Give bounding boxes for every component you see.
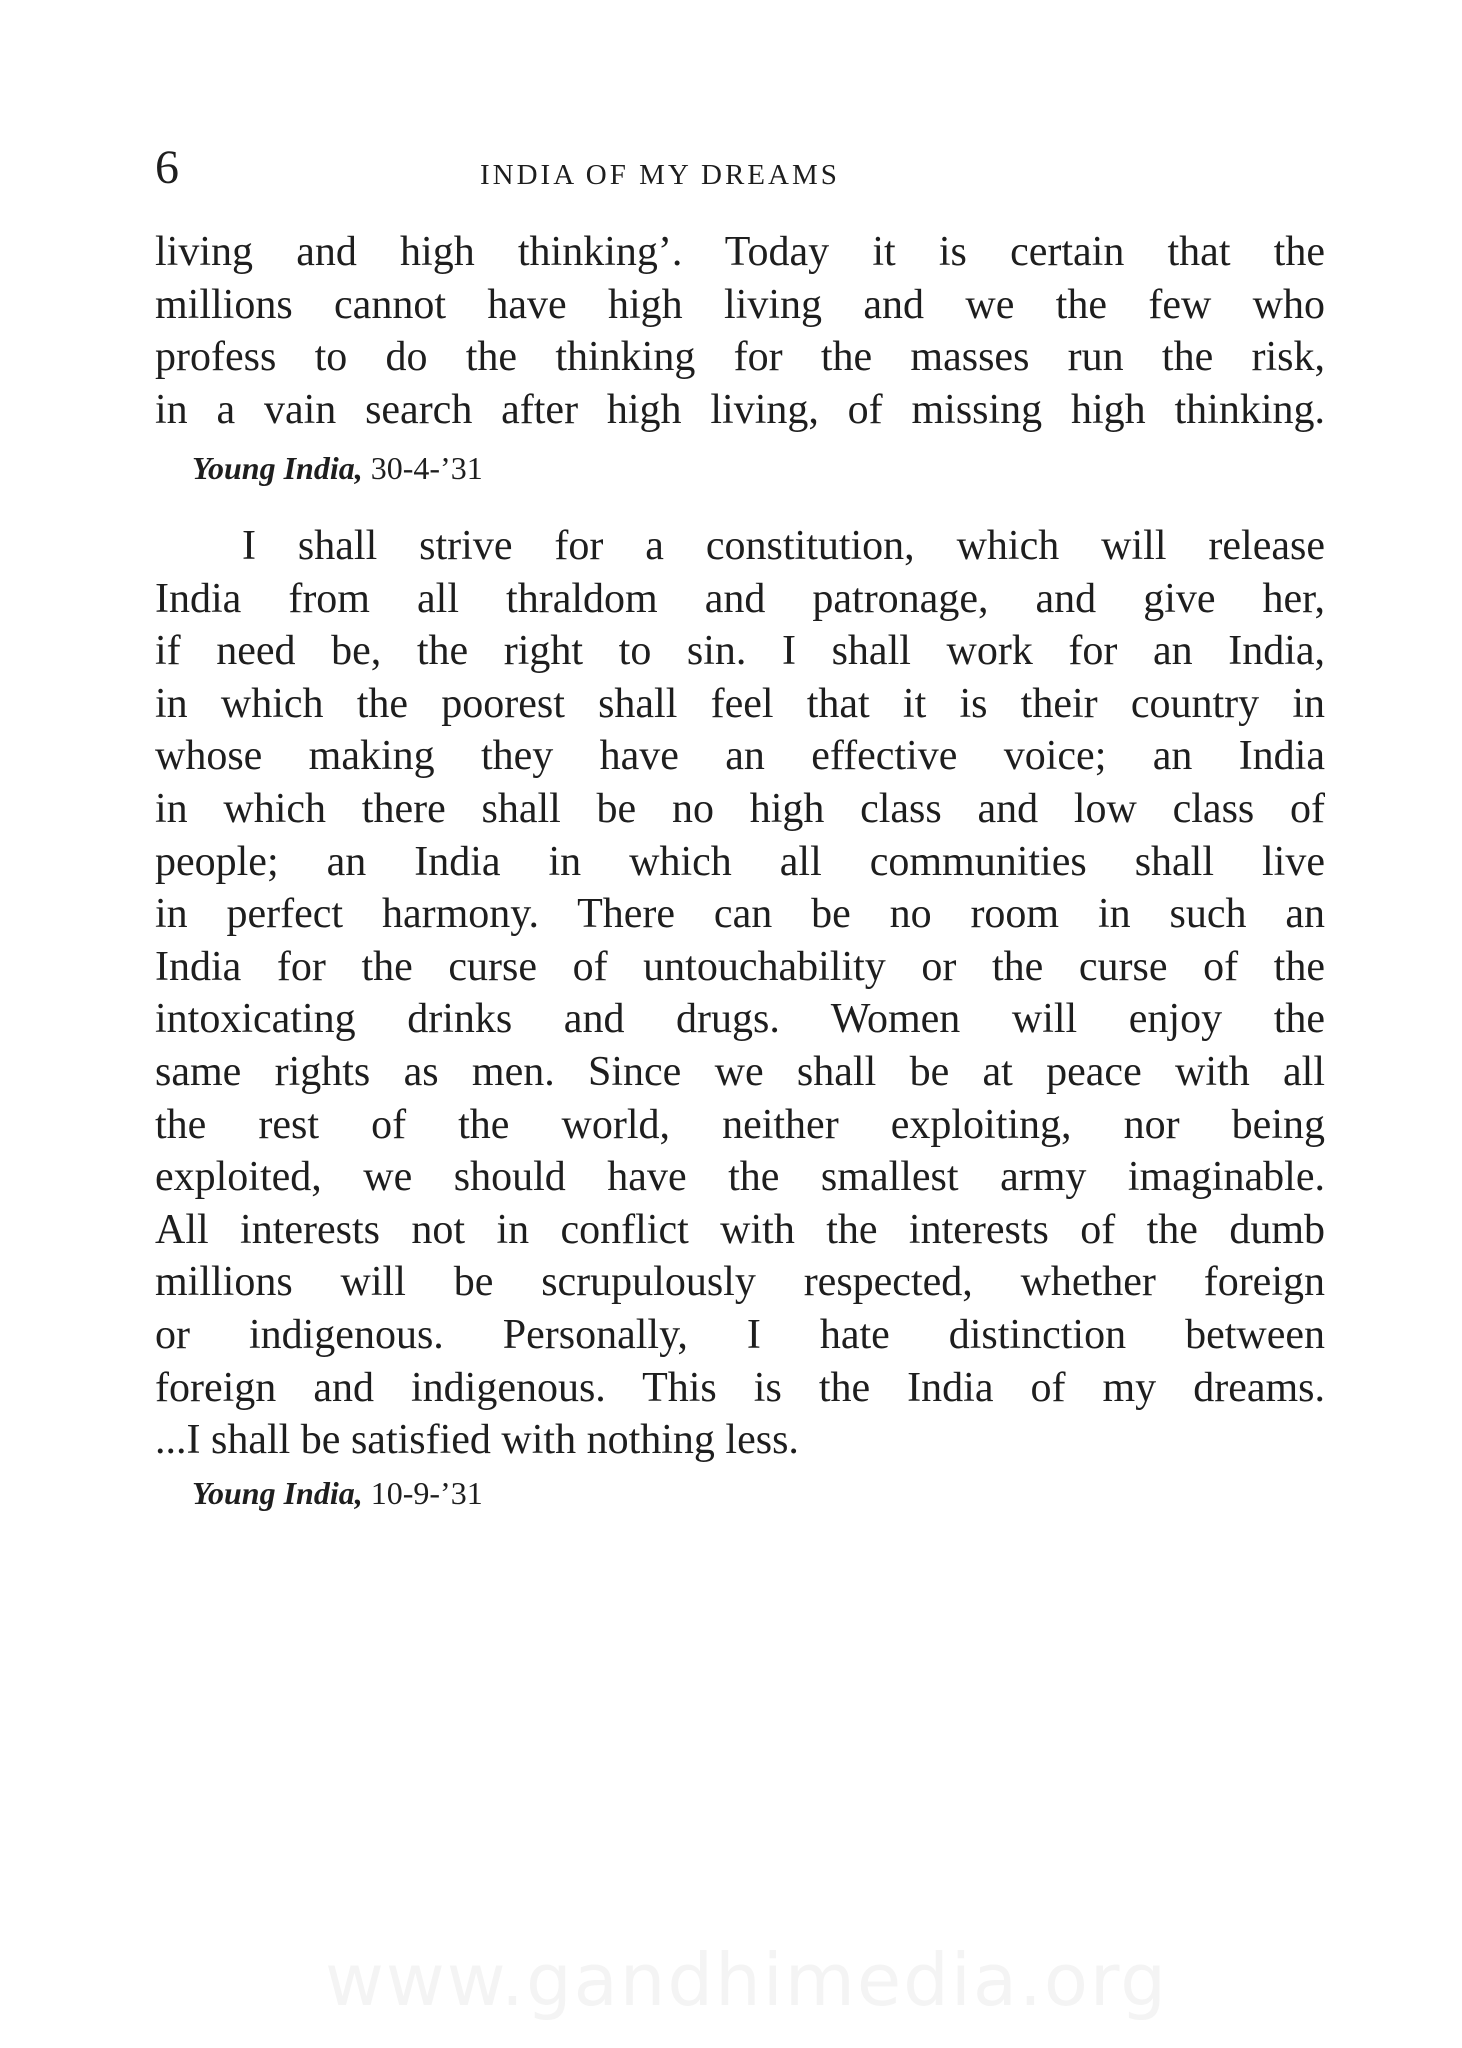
paragraph-line: All interests not in conflict with the interests of the dumb — [155, 1206, 1325, 1253]
paragraph-line: exploited, we should have the smallest army imaginable. — [155, 1154, 1325, 1201]
paragraph-line: India from all thraldom and patronage, and give her, — [155, 575, 1325, 622]
paragraph-line: India for the curse of untouchability or the curse of the — [155, 943, 1325, 990]
citation-date: 10-9-’31 — [370, 1475, 483, 1511]
citation-source: Young India, — [192, 450, 363, 486]
paragraph-line: in which the poorest shall feel that it is their country in — [155, 680, 1325, 727]
paragraph-2 — [155, 520, 1325, 1467]
paragraph-line: foreign and indigenous. This is the India of my dreams. — [155, 1364, 1325, 1411]
paragraph-line: ...I shall be satisfied with nothing less. — [155, 1417, 799, 1464]
citation-source: Young India, — [192, 1475, 363, 1511]
paragraph-line: the rest of the world, neither exploiting, nor being — [155, 1101, 1325, 1148]
paragraph-line: whose making they have an effective voice; an India — [155, 733, 1325, 780]
citation-date: 30-4-’31 — [370, 450, 483, 486]
paragraph-line: I shall strive for a constitution, which will release — [242, 523, 1325, 569]
paragraph-line: millions will be scrupulously respected, whether foreign — [155, 1259, 1325, 1306]
paragraph-line: in perfect harmony. There can be no room in such an — [155, 891, 1325, 938]
paragraph-line: in a vain search after high living, of missing high thinking. — [155, 386, 1325, 433]
paragraph-line: in which there shall be no high class and low class of — [155, 785, 1325, 832]
paragraph-line: or indigenous. Personally, I hate distinction between — [155, 1311, 1325, 1358]
watermark: www.gandhimedia.org — [325, 1938, 1168, 2022]
paragraph-line: intoxicating drinks and drugs. Women will enjoy the — [155, 996, 1325, 1043]
citation-1 — [192, 452, 483, 484]
paragraph-line: if need be, the right to sin. I shall work for an India, — [155, 628, 1325, 675]
paragraph-line: living and high thinking’. Today it is certain that the — [155, 229, 1325, 275]
paragraph-line: profess to do the thinking for the masses run the risk, — [155, 334, 1325, 381]
paragraph-line: people; an India in which all communities shall live — [155, 838, 1325, 885]
page-number: 6 — [155, 141, 179, 194]
paragraph-1 — [155, 226, 1325, 436]
running-head-title: INDIA OF MY DREAMS — [480, 159, 840, 191]
paragraph-line: same rights as men. Since we shall be at peace with all — [155, 1048, 1325, 1095]
paragraph-line: millions cannot have high living and we the few who — [155, 281, 1325, 328]
citation-2 — [192, 1477, 483, 1509]
